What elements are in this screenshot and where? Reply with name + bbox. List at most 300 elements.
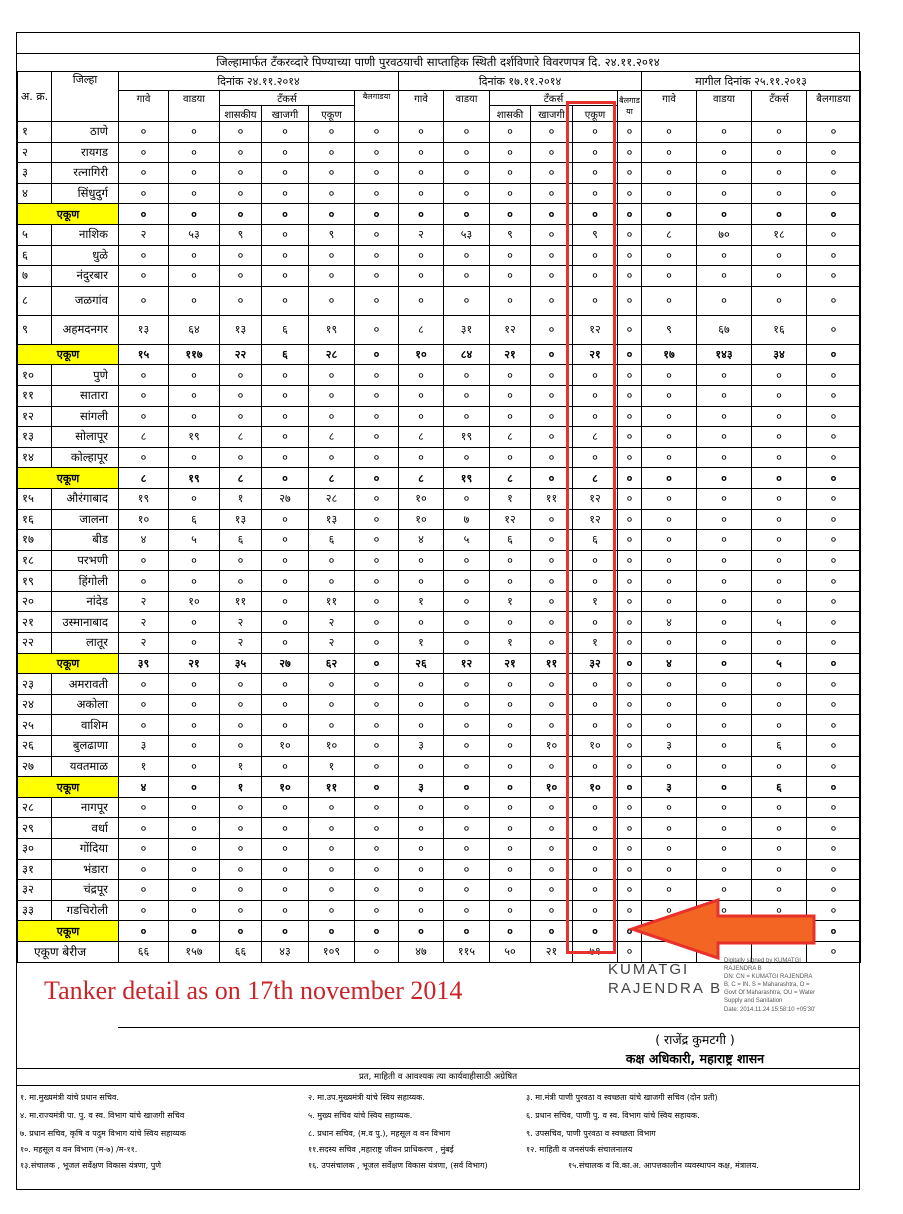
value-cell: ० [752, 797, 807, 818]
value-cell: ३१ [444, 315, 490, 344]
district-name-cell: नंदुरबार [52, 266, 119, 287]
value-cell: ० [807, 694, 861, 715]
value-cell: ० [752, 142, 807, 163]
serial-cell: ३३ [18, 900, 52, 921]
value-cell: ४७ [399, 941, 444, 962]
value-cell: ० [807, 736, 861, 757]
p1-villages-header: गावे [119, 91, 169, 122]
value-cell: ० [697, 818, 752, 839]
value-cell: ० [444, 694, 490, 715]
value-cell: ० [573, 142, 618, 163]
value-cell: १९ [309, 315, 355, 344]
value-cell: ० [169, 488, 220, 509]
value-cell: ० [262, 204, 309, 225]
value-cell: १२ [573, 488, 618, 509]
value-cell: ० [355, 245, 399, 266]
value-cell: ० [169, 921, 220, 942]
value-cell: ० [399, 859, 444, 880]
value-cell: ० [399, 447, 444, 468]
value-cell: ० [618, 859, 642, 880]
district-name-cell: पुणे [52, 365, 119, 386]
value-cell: २१ [531, 941, 573, 962]
value-cell: ० [119, 715, 169, 736]
value-cell: ० [490, 183, 531, 204]
value-cell: ० [399, 674, 444, 695]
district-name-cell: जालना [52, 509, 119, 530]
value-cell: ० [807, 571, 861, 592]
value-cell: ० [490, 245, 531, 266]
district-row [18, 488, 861, 509]
value-cell: ० [642, 163, 697, 184]
value-cell: ० [220, 163, 262, 184]
value-cell: ८ [220, 468, 262, 489]
value-cell: ० [220, 550, 262, 571]
serial-cell: २८ [18, 797, 52, 818]
value-cell: ० [355, 365, 399, 386]
value-cell: ० [309, 571, 355, 592]
value-cell: ० [309, 694, 355, 715]
subtotal-label-cell: एकूण [18, 468, 119, 489]
value-cell: ० [618, 427, 642, 448]
value-cell: ० [642, 900, 697, 921]
value-cell: १ [399, 591, 444, 612]
value-cell: ० [355, 224, 399, 245]
district-name-cell: हिंगोली [52, 571, 119, 592]
value-cell: ० [399, 571, 444, 592]
copy-to-item: ६. प्रधान सचिव, पाणी पु. व स्व. विभाग यांचे स्विय सहायक. [526, 1111, 700, 1120]
value-cell: ० [262, 571, 309, 592]
value-cell: ० [807, 163, 861, 184]
serial-cell: ११ [18, 385, 52, 406]
value-cell: ० [220, 900, 262, 921]
value-cell: ० [220, 859, 262, 880]
serial-cell: २७ [18, 756, 52, 777]
value-cell: १२ [444, 653, 490, 674]
district-name-cell: सातारा [52, 385, 119, 406]
value-cell: ० [169, 286, 220, 315]
value-cell: ० [169, 756, 220, 777]
value-cell: ० [169, 694, 220, 715]
value-cell: ० [490, 571, 531, 592]
value-cell: ० [531, 880, 573, 901]
value-cell: ० [618, 365, 642, 386]
value-cell: ० [355, 447, 399, 468]
serial-cell: ६ [18, 245, 52, 266]
value-cell: ० [697, 122, 752, 143]
value-cell: ० [399, 880, 444, 901]
value-cell: ० [309, 142, 355, 163]
value-cell: ० [262, 612, 309, 633]
value-cell: ४३ [262, 941, 309, 962]
serial-cell: १६ [18, 509, 52, 530]
value-cell: १३ [220, 315, 262, 344]
value-cell: ० [573, 921, 618, 942]
value-cell: ० [355, 315, 399, 344]
value-cell: ० [490, 447, 531, 468]
value-cell: ० [697, 427, 752, 448]
value-cell: ० [531, 266, 573, 287]
serial-cell: २१ [18, 612, 52, 633]
value-cell: ० [490, 900, 531, 921]
value-cell: ० [119, 550, 169, 571]
value-cell: ० [531, 365, 573, 386]
value-cell: ० [642, 530, 697, 551]
value-cell: २८ [309, 344, 355, 365]
serial-cell: २ [18, 142, 52, 163]
value-cell: ० [399, 385, 444, 406]
value-cell: १ [220, 756, 262, 777]
period-3-header: मागील दिनांक २५.११.२०१३ [642, 72, 861, 91]
value-cell: ० [220, 674, 262, 695]
value-cell: ० [220, 142, 262, 163]
value-cell: ० [807, 880, 861, 901]
value-cell: ० [490, 204, 531, 225]
value-cell: ० [697, 653, 752, 674]
subtotal-label-cell: एकूण [18, 777, 119, 798]
value-cell: ० [262, 183, 309, 204]
value-cell: ० [169, 447, 220, 468]
value-cell: ० [444, 736, 490, 757]
value-cell: ३९ [119, 653, 169, 674]
value-cell: ० [752, 633, 807, 654]
value-cell: ० [573, 674, 618, 695]
serial-cell: ३ [18, 163, 52, 184]
value-cell: २२ [220, 344, 262, 365]
value-cell: १० [262, 736, 309, 757]
district-name-cell: उस्मानाबाद [52, 612, 119, 633]
value-cell: ० [573, 163, 618, 184]
value-cell: ० [355, 921, 399, 942]
value-cell: ० [642, 406, 697, 427]
copy-to-item: १०. महसूल व वन विभाग (म-७) /म-११. [20, 1145, 138, 1154]
value-cell: ० [444, 880, 490, 901]
value-cell: ० [444, 142, 490, 163]
value-cell: ० [573, 245, 618, 266]
value-cell: ० [697, 183, 752, 204]
value-cell: ० [169, 777, 220, 798]
value-cell: ० [573, 715, 618, 736]
value-cell: ५ [444, 530, 490, 551]
value-cell: ० [444, 266, 490, 287]
value-cell: ० [697, 839, 752, 860]
serial-cell: २४ [18, 694, 52, 715]
district-name-cell: सोलापूर [52, 427, 119, 448]
value-cell: ० [309, 900, 355, 921]
value-cell: ० [697, 142, 752, 163]
value-cell: १० [169, 591, 220, 612]
value-cell: ० [752, 900, 807, 921]
value-cell: ० [355, 859, 399, 880]
value-cell: ० [444, 204, 490, 225]
value-cell: ० [490, 715, 531, 736]
value-cell: ६ [262, 344, 309, 365]
value-cell: ० [573, 550, 618, 571]
value-cell: ० [573, 204, 618, 225]
district-row [18, 385, 861, 406]
value-cell: ३ [119, 736, 169, 757]
value-cell: ० [618, 900, 642, 921]
value-cell: ० [169, 571, 220, 592]
value-cell: ० [119, 921, 169, 942]
value-cell: ० [642, 880, 697, 901]
serial-cell: २३ [18, 674, 52, 695]
value-cell: ० [262, 900, 309, 921]
value-cell: ० [169, 818, 220, 839]
value-cell: ० [573, 183, 618, 204]
value-cell: ० [807, 468, 861, 489]
district-header: जिल्हा [52, 72, 119, 122]
value-cell: ० [220, 266, 262, 287]
signature-detail-line: Digitally signed by KUMATGI [724, 958, 801, 964]
value-cell: ० [119, 571, 169, 592]
value-cell: ७१ [573, 941, 618, 962]
value-cell: ० [309, 674, 355, 695]
value-cell: ० [697, 694, 752, 715]
value-cell: ६ [490, 530, 531, 551]
value-cell: ० [618, 509, 642, 530]
p3-tankers-header: टँकर्स [752, 91, 807, 122]
value-cell: ० [618, 122, 642, 143]
value-cell: ४ [642, 653, 697, 674]
value-cell: ० [444, 756, 490, 777]
district-row [18, 266, 861, 287]
value-cell: ० [531, 921, 573, 942]
p3-carts-header: बैलगाडया [807, 91, 861, 122]
value-cell: ० [444, 715, 490, 736]
value-cell: ८ [490, 468, 531, 489]
value-cell: ० [355, 427, 399, 448]
value-cell: ० [531, 756, 573, 777]
value-cell: १३ [220, 509, 262, 530]
value-cell: ० [262, 550, 309, 571]
value-cell: ० [697, 859, 752, 880]
district-row [18, 633, 861, 654]
value-cell: ० [697, 488, 752, 509]
district-row [18, 163, 861, 184]
value-cell: ० [262, 286, 309, 315]
value-cell: ० [355, 122, 399, 143]
value-cell: ० [444, 674, 490, 695]
value-cell: ८ [642, 224, 697, 245]
value-cell: ० [355, 530, 399, 551]
district-name-cell: लातूर [52, 633, 119, 654]
value-cell: ० [752, 530, 807, 551]
value-cell: ० [119, 122, 169, 143]
value-cell: ० [262, 266, 309, 287]
value-cell: ० [262, 674, 309, 695]
value-cell: ८ [309, 468, 355, 489]
value-cell: ० [642, 204, 697, 225]
value-cell: ० [752, 571, 807, 592]
value-cell: ० [807, 488, 861, 509]
value-cell: ० [807, 550, 861, 571]
value-cell: ० [618, 224, 642, 245]
arrow-annotation [626, 898, 816, 960]
value-cell: ० [220, 736, 262, 757]
district-name-cell: नागपूर [52, 797, 119, 818]
value-cell: ० [119, 204, 169, 225]
value-cell: १२ [490, 509, 531, 530]
value-cell: ० [119, 142, 169, 163]
value-cell: ० [444, 385, 490, 406]
value-cell: ० [169, 859, 220, 880]
value-cell: ० [355, 183, 399, 204]
value-cell: ० [618, 653, 642, 674]
value-cell: ० [119, 694, 169, 715]
value-cell: ६ [752, 777, 807, 798]
value-cell: ० [531, 818, 573, 839]
p1-private-header: खाजगी [262, 106, 309, 122]
value-cell: ० [642, 509, 697, 530]
value-cell: ० [618, 406, 642, 427]
value-cell: ० [531, 839, 573, 860]
value-cell: १ [573, 633, 618, 654]
value-cell: ० [262, 245, 309, 266]
district-name-cell: नाशिक [52, 224, 119, 245]
district-name-cell: गडचिरोली [52, 900, 119, 921]
value-cell: २ [399, 224, 444, 245]
value-cell: १२ [573, 315, 618, 344]
value-cell: ० [618, 591, 642, 612]
value-cell: ० [444, 183, 490, 204]
value-cell: ० [119, 385, 169, 406]
value-cell: २१ [490, 653, 531, 674]
district-name-cell: औरंगाबाद [52, 488, 119, 509]
subtotal-row [18, 777, 861, 798]
value-cell: ० [618, 385, 642, 406]
value-cell: २ [220, 633, 262, 654]
value-cell: ० [752, 245, 807, 266]
value-cell: ० [642, 756, 697, 777]
value-cell: ० [618, 266, 642, 287]
subtotal-label-cell: एकूण [18, 204, 119, 225]
value-cell: ११७ [169, 344, 220, 365]
value-cell: ५ [169, 530, 220, 551]
value-cell: ० [807, 633, 861, 654]
district-row [18, 571, 861, 592]
value-cell: ० [490, 859, 531, 880]
value-cell: ० [309, 447, 355, 468]
value-cell: ४ [642, 612, 697, 633]
value-cell: ० [697, 900, 752, 921]
district-name-cell: चंद्रपूर [52, 880, 119, 901]
district-name-cell: अमरावती [52, 674, 119, 695]
copy-to-item: ५. मुख्य सचिव यांचे स्विय सहाय्यक. [308, 1111, 413, 1120]
subtotal-row [18, 468, 861, 489]
value-cell: ० [355, 406, 399, 427]
value-cell: ० [752, 406, 807, 427]
value-cell: १६ [752, 315, 807, 344]
value-cell: ० [490, 385, 531, 406]
district-name-cell: जळगांव [52, 286, 119, 315]
district-name-cell: नांदेड [52, 591, 119, 612]
value-cell: ० [490, 797, 531, 818]
value-cell: ० [355, 900, 399, 921]
serial-cell: ३२ [18, 880, 52, 901]
value-cell: १० [399, 344, 444, 365]
value-cell: ० [642, 286, 697, 315]
value-cell: ० [220, 204, 262, 225]
value-cell: ० [309, 385, 355, 406]
value-cell: ० [642, 365, 697, 386]
p2-hamlets-header: वाडया [444, 91, 490, 122]
value-cell: ० [355, 777, 399, 798]
district-name-cell: धुळे [52, 245, 119, 266]
value-cell: ० [309, 204, 355, 225]
value-cell: ० [618, 880, 642, 901]
report-title: जिल्हामार्फत टँकरव्दारे पिण्याच्या पाणी पुरवठयाची साप्ताहिक स्थिती दर्शविणारे विवरणपत्र दि. २४.११.२०१४ [216, 55, 660, 69]
value-cell: ० [531, 427, 573, 448]
value-cell: ० [573, 122, 618, 143]
value-cell: ० [262, 142, 309, 163]
value-cell: ५ [752, 653, 807, 674]
value-cell: ० [309, 365, 355, 386]
value-cell: ३२ [573, 653, 618, 674]
value-cell: ६ [309, 530, 355, 551]
value-cell: ० [697, 468, 752, 489]
value-cell: ० [220, 245, 262, 266]
value-cell: १० [262, 777, 309, 798]
district-row [18, 142, 861, 163]
tanker-status-table [17, 71, 861, 963]
value-cell: ६ [169, 509, 220, 530]
value-cell: ० [573, 612, 618, 633]
value-cell: ० [355, 163, 399, 184]
district-name-cell: वर्धा [52, 818, 119, 839]
value-cell: ० [169, 266, 220, 287]
value-cell: ० [444, 245, 490, 266]
value-cell: ० [642, 591, 697, 612]
value-cell: ० [531, 183, 573, 204]
value-cell: ० [618, 797, 642, 818]
value-cell: ११ [531, 488, 573, 509]
value-cell: ६६ [119, 941, 169, 962]
digital-signature-details [724, 957, 842, 1014]
value-cell: ० [262, 447, 309, 468]
value-cell: ० [220, 447, 262, 468]
value-cell: ० [220, 385, 262, 406]
value-cell: ८ [399, 468, 444, 489]
value-cell: ० [262, 427, 309, 448]
value-cell: ० [807, 797, 861, 818]
value-cell: ० [169, 736, 220, 757]
value-cell: ८ [573, 468, 618, 489]
value-cell: ० [752, 286, 807, 315]
value-cell: ० [807, 653, 861, 674]
value-cell: ० [490, 365, 531, 386]
value-cell: ० [618, 315, 642, 344]
copy-to-item: ९. उपसचिव, पाणी पुरवठा व स्वच्छता विभाग [526, 1129, 656, 1138]
value-cell: ११ [220, 591, 262, 612]
value-cell: १ [220, 488, 262, 509]
value-cell: ० [618, 447, 642, 468]
value-cell: ० [399, 818, 444, 839]
value-cell: ० [807, 818, 861, 839]
value-cell: ० [399, 204, 444, 225]
value-cell: ० [807, 142, 861, 163]
value-cell: ० [642, 468, 697, 489]
value-cell: ० [618, 818, 642, 839]
value-cell: ० [618, 245, 642, 266]
value-cell: ० [697, 245, 752, 266]
value-cell: ० [119, 447, 169, 468]
value-cell: ० [697, 286, 752, 315]
value-cell: ० [618, 777, 642, 798]
district-name-cell: यवतमाळ [52, 756, 119, 777]
value-cell: ० [355, 571, 399, 592]
value-cell: ० [444, 839, 490, 860]
value-cell: ३ [642, 777, 697, 798]
